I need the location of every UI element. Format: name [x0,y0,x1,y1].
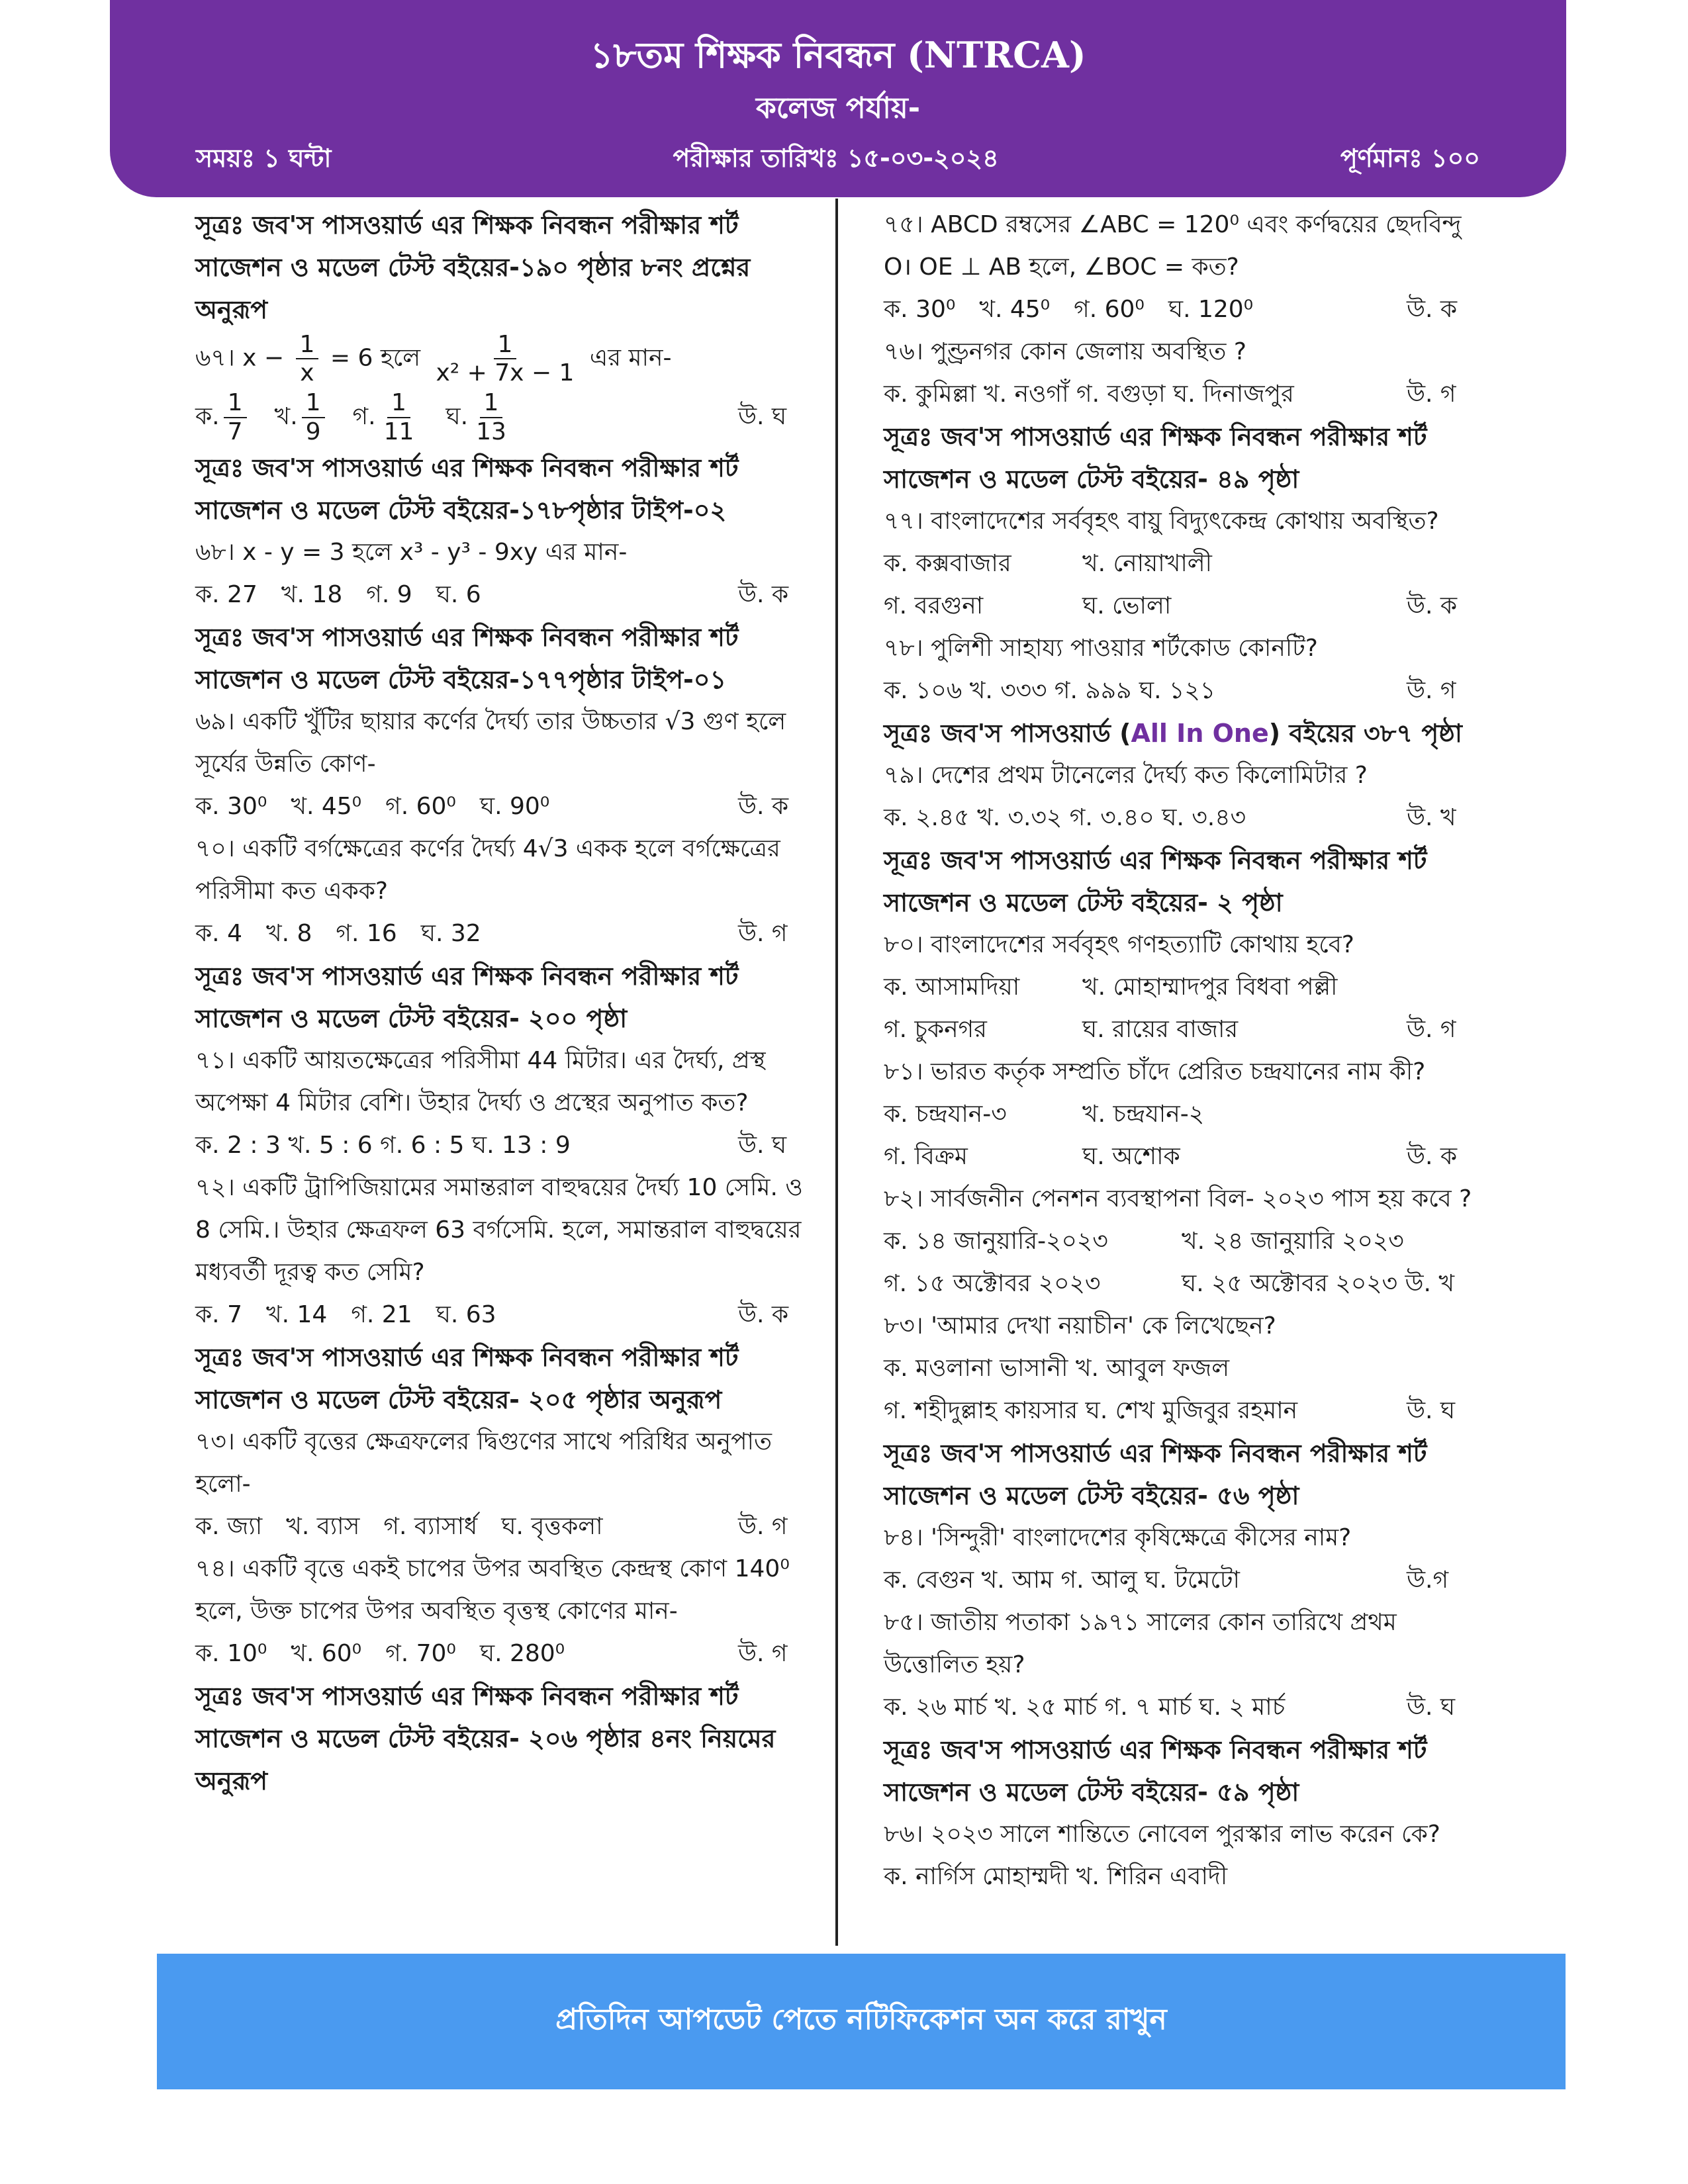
exam-meta-row [196,139,1480,181]
options-84: ক. বেগুন খ. আম গ. আলু ঘ. টমেটো উ.গ [884,1559,1479,1602]
answer: উ. গ [1407,1016,1456,1043]
options-76: ক. কুমিল্লা খ. নওগাঁ গ. বগুড়া ঘ. দিনাজপুর উ. গ [884,373,1479,416]
options-79: ক. ২.৪৫ খ. ৩.৩২ গ. ৩.৪০ ঘ. ৩.৪৩ উ. খ [884,797,1479,839]
option-c: গ. $\frac{1}{11}$ [352,389,414,445]
options-82: ক. ১৪ জানুয়ারি-২০২৩ খ. ২৪ জানুয়ারি ২০২৩ গ. ১৫ অক্টোবর ২০২৩ ঘ. ২৫ অক্টোবর ২০২৩ উ. খ [884,1228,1455,1297]
exam-header [110,0,1566,197]
options-67 [195,387,811,447]
source-note: সূত্রঃ জব'স পাসওয়ার্ড এর শিক্ষক নিবন্ধন পরীক্ষার শর্ট সাজেশন ও মডেল টেস্ট বইয়ের- ৪৯ পৃষ্ঠা [884,422,1427,494]
question-75: ৭৫। ABCD রম্বসের ∠ABC = 120⁰ এবং কর্ণদ্বয়ের ছেদবিন্দু O। OE ⊥ AB হলে, ∠BOC = কত? [884,211,1462,281]
notification-banner[interactable] [157,1954,1566,2089]
answer: উ.গ [1407,1567,1449,1594]
question-74: ৭৪। একটি বৃত্তে একই চাপের উপর অবস্থিত কেন্দ্রস্থ কোণ 140⁰ হলে, উক্ত চাপের উপর অবস্থিত বৃত্তস্থ কোণের মান- [195,1555,790,1625]
answer: উ. গ [1407,677,1456,704]
banner-text: প্রতিদিন আপডেট পেতে নটিফিকেশন অন করে রাখুন [555,2003,1167,2036]
source-note: সূত্রঃ জব'স পাসওয়ার্ড এর শিক্ষক নিবন্ধন পরীক্ষার শর্ট সাজেশন ও মডেল টেস্ট বইয়ের- ২০৬ পৃষ্ঠার ৪নং নিয়মের অনুরূপ [195,1681,776,1796]
options-70: ক. 4 খ. 8 গ. 16 ঘ. 32 উ. গ [195,913,811,955]
option-d: ঘ. $\frac{1}{13}$ [445,389,506,445]
option-b: খ. $\frac{1}{9}$ [275,387,329,447]
question-70: ৭০। একটি বর্গক্ষেত্রের কর্ণের দৈর্ঘ্য 4√3 একক হলে বর্গক্ষেত্রের পরিসীমা কত একক? [195,835,780,905]
options-72: ক. 7 খ. 14 গ. 21 ঘ. 63 উ. ক [195,1294,811,1336]
question-71: ৭১। একটি আয়তক্ষেত্রের পরিসীমা 44 মিটার। এর দৈর্ঘ্য, প্রস্থ অপেক্ষা 4 মিটার বেশি। উহার দৈর্ঘ্য ও প্রস্থের অনুপাত কত? [195,1046,766,1116]
options-77: ক. কক্সবাজার খ. নোয়াখালী গ. বরগুনা ঘ. ভোলা উ. ক [884,543,1479,627]
book-name-highlight: All In One [1131,719,1269,748]
source-note: সূত্রঃ জব'স পাসওয়ার্ড এর শিক্ষক নিবন্ধন পরীক্ষার শর্ট সাজেশন ও মডেল টেস্ট বইয়ের- ২০০ পৃষ্ঠা [195,961,739,1033]
options-73: ক. জ্যা খ. ব্যাস গ. ব্যাসার্ধ ঘ. বৃত্তকলা উ. গ [195,1506,811,1548]
options-74: ক. 10⁰ খ. 60⁰ গ. 70⁰ ঘ. 280⁰ উ. গ [195,1633,811,1675]
question-81: ৮১। ভারত কর্তৃক সম্প্রতি চাঁদে প্রেরিত চন্দ্রযানের নাম কী? [884,1058,1426,1085]
source-note: সূত্রঃ জব'স পাসওয়ার্ড এর শিক্ষক নিবন্ধন পরীক্ষার শর্ট সাজেশন ও মডেল টেস্ট বইয়ের- ২০৫ পৃষ্ঠার অনুরূপ [195,1342,739,1414]
answer: উ. ক [1407,1143,1458,1170]
fraction: $\frac{1}{\text{x² + 7x − 1}}$ [436,331,575,387]
answer: উ. ক [1407,296,1458,323]
options-78: ক. ১০৬ খ. ৩৩৩ গ. ৯৯৯ ঘ. ১২১ উ. গ [884,670,1479,712]
question-69: ৬৯। একটি খুঁটির ছায়ার কর্ণের দৈর্ঘ্য তার উচ্চতার √3 গুণ হলে সূর্যের উন্নতি কোণ- [195,707,786,778]
options-75: ক. 30⁰ খ. 45⁰ গ. 60⁰ ঘ. 120⁰ উ. ক [884,289,1479,331]
exam-level: কলেজ পর্যায়- [755,91,921,125]
answer: উ. গ [738,1512,788,1540]
exam-full-marks: পূর্ণমানঃ ১০০ [1340,144,1480,173]
source-note: সূত্রঃ জব'স পাসওয়ার্ড এর শিক্ষক নিবন্ধন পরীক্ষার শর্ট সাজেশন ও মডেল টেস্ট বইয়ের- ৫৯ পৃষ্ঠা [884,1735,1427,1807]
options-81: ক. চন্দ্রযান-৩ খ. চন্দ্রযান-২ গ. বিক্রম ঘ. অশোক উ. ক [884,1093,1479,1178]
source-note: সূত্রঃ জব'স পাসওয়ার্ড এর শিক্ষক নিবন্ধন পরীক্ষার শর্ট সাজেশন ও মডেল টেস্ট বইয়ের- ২ পৃষ্ঠা [884,846,1427,917]
options-80: ক. আসামদিয়া খ. মোহাম্মাদপুর বিধবা পল্লী গ. চুকনগর ঘ. রায়ের বাজার উ. গ [884,966,1479,1051]
source-note: সূত্রঃ জব'স পাসওয়ার্ড এর শিক্ষক নিবন্ধন পরীক্ষার শর্ট সাজেশন ও মডেল টেস্ট বইয়ের-১৭৮পৃষ্ঠার টাইপ-০২ [195,453,739,525]
answer: উ. গ [738,919,788,947]
question-79: ৭৯। দেশের প্রথম টানেলের দৈর্ঘ্য কত কিলোমিটার ? [884,762,1368,789]
options-83-line1: ক. মওলানা ভাসানী খ. আবুল ফজল [884,1355,1230,1382]
option-a: ক. $\frac{1}{7}$ [195,387,251,447]
answer: উ. ঘ [738,402,787,430]
left-column [195,204,811,1802]
exam-title: ১৮তম শিক্ষক নিবন্ধন (NTRCA) [590,34,1086,76]
options-86: ক. নার্গিস মোহাম্মদী খ. শিরিন এবাদী [884,1863,1228,1890]
question-83: ৮৩। 'আমার দেখা নয়াচীন' কে লিখেছেন? [884,1312,1276,1340]
source-note: সূত্রঃ জব'স পাসওয়ার্ড এর শিক্ষক নিবন্ধন পরীক্ষার শর্ট সাজেশন ও মডেল টেস্ট বইয়ের-১৯০ পৃষ্ঠার ৮নং প্রশ্নের অনুরূপ [195,210,751,324]
exam-date: পরীক্ষার তারিখঃ ১৫-০৩-২০২৪ [673,144,999,173]
answer: উ. গ [1407,381,1456,408]
answer: উ. ক [738,580,789,608]
question-82: ৮২। সার্বজনীন পেনশন ব্যবস্থাপনা বিল- ২০২৩ পাস হয় কবে ? [884,1185,1472,1212]
source-note: সূত্রঃ জব'স পাসওয়ার্ড (All In One) বইয়ের ৩৮৭ পৃষ্ঠা [884,719,1462,748]
answer: উ. ঘ [738,1131,787,1159]
question-86: ৮৬। ২০২৩ সালে শান্তিতে নোবেল পুরস্কার লাভ করেন কে? [884,1821,1440,1848]
question-80: ৮০। বাংলাদেশের সর্ববৃহৎ গণহত্যাটি কোথায় হবে? [884,931,1354,958]
answer: উ. ক [738,792,789,820]
options-85: ক. ২৬ মার্চ খ. ২৫ মার্চ গ. ৭ মার্চ ঘ. ২ মার্চ উ. ঘ [884,1686,1479,1729]
options-69: ক. 30⁰ খ. 45⁰ গ. 60⁰ ঘ. 90⁰ উ. ক [195,786,811,828]
question-68: ৬৮। x - y = 3 হলে x³ - y³ - 9xy এর মান- [195,538,628,566]
answer: উ. গ [738,1639,788,1667]
question-72: ৭২। একটি ট্রাপিজিয়ামের সমান্তরাল বাহুদ্বয়ের দৈর্ঘ্য 10 সেমি. ও 8 সেমি.। উহার ক্ষেত্রফল 63 বর্গসেমি. হলে, সমান্তরাল বাহুদ্বয়ের মধ্যবর্তী দূরত্ব কত সেমি? [195,1173,803,1286]
question-76: ৭৬। পুণ্ড্রনগর কোন জেলায় অবস্থিত ? [884,338,1246,365]
source-note: সূত্রঃ জব'স পাসওয়ার্ড এর শিক্ষক নিবন্ধন পরীক্ষার শর্ট সাজেশন ও মডেল টেস্ট বইয়ের-১৭৭পৃষ্ঠার টাইপ-০১ [195,622,739,694]
question-73: ৭৩। একটি বৃত্তের ক্ষেত্রফলের দ্বিগুণের সাথে পরিধির অনুপাত হলো- [195,1428,772,1498]
question-78: ৭৮। পুলিশী সাহায্য পাওয়ার শর্টকোড কোনটি? [884,635,1318,662]
right-column [884,204,1479,1898]
options-83: গ. শহীদুল্লাহ কায়সার ঘ. শেখ মুজিবুর রহমান উ. ঘ [884,1390,1479,1432]
question-84: ৮৪। 'সিন্দুরী' বাংলাদেশের কৃষিক্ষেত্রে কীসের নাম? [884,1524,1352,1551]
column-divider [835,199,838,1946]
options-68: ক. 27 খ. 18 গ. 9 ঘ. 6 উ. ক [195,574,811,616]
answer: উ. ঘ [1407,1397,1456,1424]
answer: উ. ক [1407,592,1458,619]
question-85: ৮৫। জাতীয় পতাকা ১৯৭১ সালের কোন তারিখে প্রথম উত্তোলিত হয়? [884,1609,1397,1678]
fraction: $\frac{1}{x}$ [296,331,319,387]
exam-time: সময়ঃ ১ ঘন্টা [196,144,332,173]
answer: উ. ক [738,1300,789,1328]
answer: উ. ঘ [1407,1694,1456,1721]
source-note: সূত্রঃ জব'স পাসওয়ার্ড এর শিক্ষক নিবন্ধন পরীক্ষার শর্ট সাজেশন ও মডেল টেস্ট বইয়ের- ৫৬ পৃষ্ঠা [884,1439,1427,1510]
options-71: ক. 2 : 3 খ. 5 : 6 গ. 6 : 5 ঘ. 13 : 9 উ. ঘ [195,1124,811,1167]
answer: উ. খ [1407,804,1456,831]
question-77: ৭৭। বাংলাদেশের সর্ববৃহৎ বায়ু বিদ্যুৎকেন্দ্র কোথায় অবস্থিত? [884,508,1439,535]
question-67: ৬৭। x − $\frac{1}{x}$ = 6 হলে $\frac{1}{\text{x² + 7x − 1}}$ এর মান- [195,331,672,387]
